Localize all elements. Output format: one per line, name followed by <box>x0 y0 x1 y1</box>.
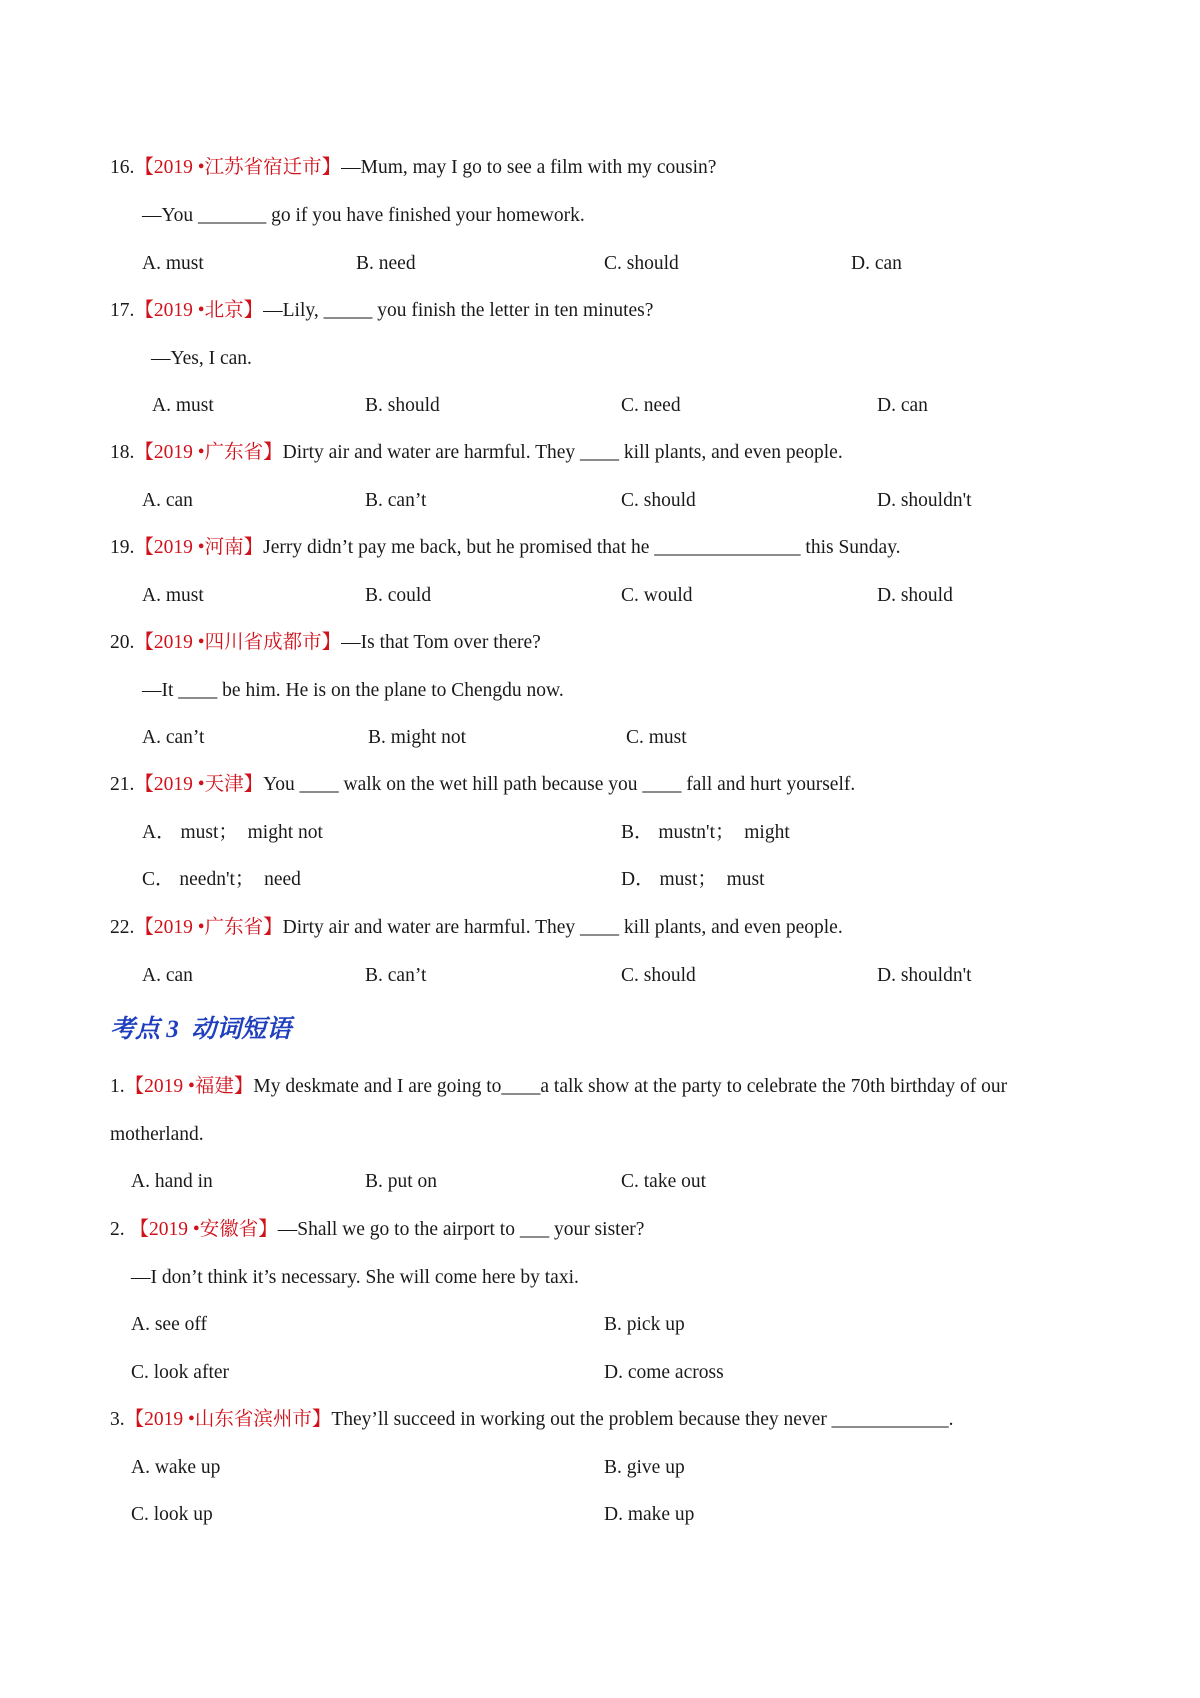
source-bracket-open: 【 <box>134 632 154 653</box>
question-19-option-c: C. would <box>621 585 693 606</box>
phrase-question-3-option-a: A. wake up <box>131 1457 221 1478</box>
question-number: 17. <box>110 300 135 321</box>
source-bracket-close: 】 <box>311 1409 332 1430</box>
phrase-question-1-stem <box>110 1075 1007 1099</box>
question-16-followup: —You _______ go if you have finished your homework. <box>142 205 585 226</box>
phrase-question-2-option-a: A. see off <box>131 1314 207 1335</box>
question-number: 20. <box>110 632 135 653</box>
source-bracket-open: 【 <box>124 1076 145 1097</box>
question-number: 22. <box>110 917 135 938</box>
question-22-option-c: C. should <box>621 965 696 986</box>
source-bracket-close: 】 <box>233 1076 254 1097</box>
question-source: 2019 •安徽省 <box>149 1219 259 1240</box>
source-bracket-open: 【 <box>124 1409 145 1430</box>
question-16-option-b: B. need <box>356 253 416 274</box>
phrase-question-2-followup: —I don’t think it’s necessary. She will come here by taxi. <box>131 1267 579 1288</box>
phrase-question-1-option-a: A. hand in <box>131 1171 213 1192</box>
source-bracket-open: 【 <box>134 774 154 795</box>
question-16-option-d: D. can <box>851 253 902 274</box>
source-bracket-open: 【 <box>134 300 154 321</box>
source-bracket-open: 【 <box>134 442 154 463</box>
question-17-option-d: D. can <box>877 395 928 416</box>
question-number: 19. <box>110 537 135 558</box>
question-text: Dirty air and water are harmful. They ____ kill plants, and even people. <box>282 442 843 463</box>
question-20-option-b: B. might not <box>368 727 467 748</box>
source-bracket-open: 【 <box>134 917 154 938</box>
phrase-question-3-option-b: B. give up <box>604 1457 685 1478</box>
source-bracket-close: 】 <box>258 1219 278 1240</box>
question-18-stem <box>110 441 843 465</box>
question-19-option-a: A. must <box>142 585 204 606</box>
question-text: —Lily, _____ you finish the letter in ten minutes? <box>263 300 654 321</box>
question-20-stem <box>110 631 541 655</box>
question-text: You ____ walk on the wet hill path because you ____ fall and hurt yourself. <box>263 774 856 795</box>
question-17-option-c: C. need <box>621 395 681 416</box>
question-17-followup: —Yes, I can. <box>151 348 252 369</box>
phrase-question-2-stem <box>110 1218 644 1242</box>
question-18-option-b: B. can’t <box>365 490 427 511</box>
question-21-option-b: B． mustn't； might <box>621 822 790 843</box>
question-22-stem <box>110 916 843 940</box>
question-source: 2019 •天津 <box>153 774 244 795</box>
question-19-option-b: B. could <box>365 585 432 606</box>
phrase-question-2-option-d: D. come across <box>604 1362 724 1383</box>
source-bracket-open: 【 <box>134 157 154 178</box>
question-text: They’ll succeed in working out the problem because they never ____________. <box>331 1409 954 1430</box>
phrase-question-1-option-c: C. take out <box>621 1171 707 1192</box>
question-number: 21. <box>110 774 135 795</box>
question-21-stem <box>110 773 855 797</box>
source-bracket-close: 】 <box>243 300 264 321</box>
question-number: 1. <box>110 1076 125 1097</box>
question-22-option-d: D. shouldn't <box>877 965 972 986</box>
question-source: 2019 •四川省成都市 <box>153 632 322 653</box>
question-20-option-a: A. can’t <box>142 727 205 748</box>
section-heading: 考点 3 动词短语 <box>110 1016 292 1043</box>
question-text: —Is that Tom over there? <box>341 632 541 653</box>
question-22-option-a: A. can <box>142 965 193 986</box>
question-source: 2019 •北京 <box>153 300 244 321</box>
question-18-option-d: D. shouldn't <box>877 490 972 511</box>
source-bracket-open: 【 <box>129 1219 150 1240</box>
question-21-option-c: C． needn't； need <box>142 869 301 890</box>
question-19-option-d: D. should <box>877 585 953 606</box>
phrase-question-2-option-c: C. look after <box>131 1362 230 1383</box>
question-number: 2. <box>110 1219 125 1240</box>
question-21-option-d: D． must； must <box>621 869 765 890</box>
source-bracket-open: 【 <box>134 537 154 558</box>
question-number: 18. <box>110 442 135 463</box>
question-20-option-c: C. must <box>626 727 687 748</box>
question-source: 2019 •江苏省宿迁市 <box>153 157 322 178</box>
question-20-followup: —It ____ be him. He is on the plane to Chengdu now. <box>142 680 564 701</box>
question-17-option-a: A. must <box>152 395 214 416</box>
phrase-question-3-stem <box>110 1408 954 1432</box>
question-number: 3. <box>110 1409 125 1430</box>
question-18-option-a: A. can <box>142 490 193 511</box>
phrase-question-3-option-d: D. make up <box>604 1504 695 1525</box>
question-17-stem <box>110 299 653 323</box>
source-bracket-close: 】 <box>321 632 342 653</box>
question-text: My deskmate and I are going to____a talk show at the party to celebrate the 70th birthday of our <box>253 1076 1008 1097</box>
source-bracket-close: 】 <box>321 157 342 178</box>
source-bracket-close: 】 <box>263 917 283 938</box>
question-text: —Shall we go to the airport to ___ your sister? <box>277 1219 645 1240</box>
phrase-question-1-option-b: B. put on <box>365 1171 438 1192</box>
question-source: 2019 •河南 <box>153 537 244 558</box>
question-source: 2019 •广东省 <box>153 917 264 938</box>
phrase-question-2-option-b: B. pick up <box>604 1314 685 1335</box>
question-16-stem <box>110 156 716 180</box>
question-16-option-a: A. must <box>142 253 204 274</box>
question-16-option-c: C. should <box>604 253 679 274</box>
source-bracket-close: 】 <box>243 537 264 558</box>
question-18-option-c: C. should <box>621 490 696 511</box>
question-19-stem <box>110 536 901 560</box>
phrase-question-3-option-c: C. look up <box>131 1504 213 1525</box>
question-text: Jerry didn’t pay me back, but he promised that he _______________ this Sunday. <box>263 537 901 558</box>
question-22-option-b: B. can’t <box>365 965 427 986</box>
question-source: 2019 •山东省滨州市 <box>144 1409 312 1430</box>
phrase-question-1-continuation: motherland. <box>110 1124 204 1145</box>
source-bracket-close: 】 <box>263 442 283 463</box>
question-text: —Mum, may I go to see a film with my cousin? <box>341 157 717 178</box>
question-source: 2019 •广东省 <box>153 442 264 463</box>
question-number: 16. <box>110 157 135 178</box>
question-21-option-a: A． must； might not <box>142 822 323 843</box>
question-source: 2019 •福建 <box>144 1076 234 1097</box>
question-text: Dirty air and water are harmful. They ____ kill plants, and even people. <box>282 917 843 938</box>
source-bracket-close: 】 <box>243 774 264 795</box>
question-17-option-b: B. should <box>365 395 440 416</box>
